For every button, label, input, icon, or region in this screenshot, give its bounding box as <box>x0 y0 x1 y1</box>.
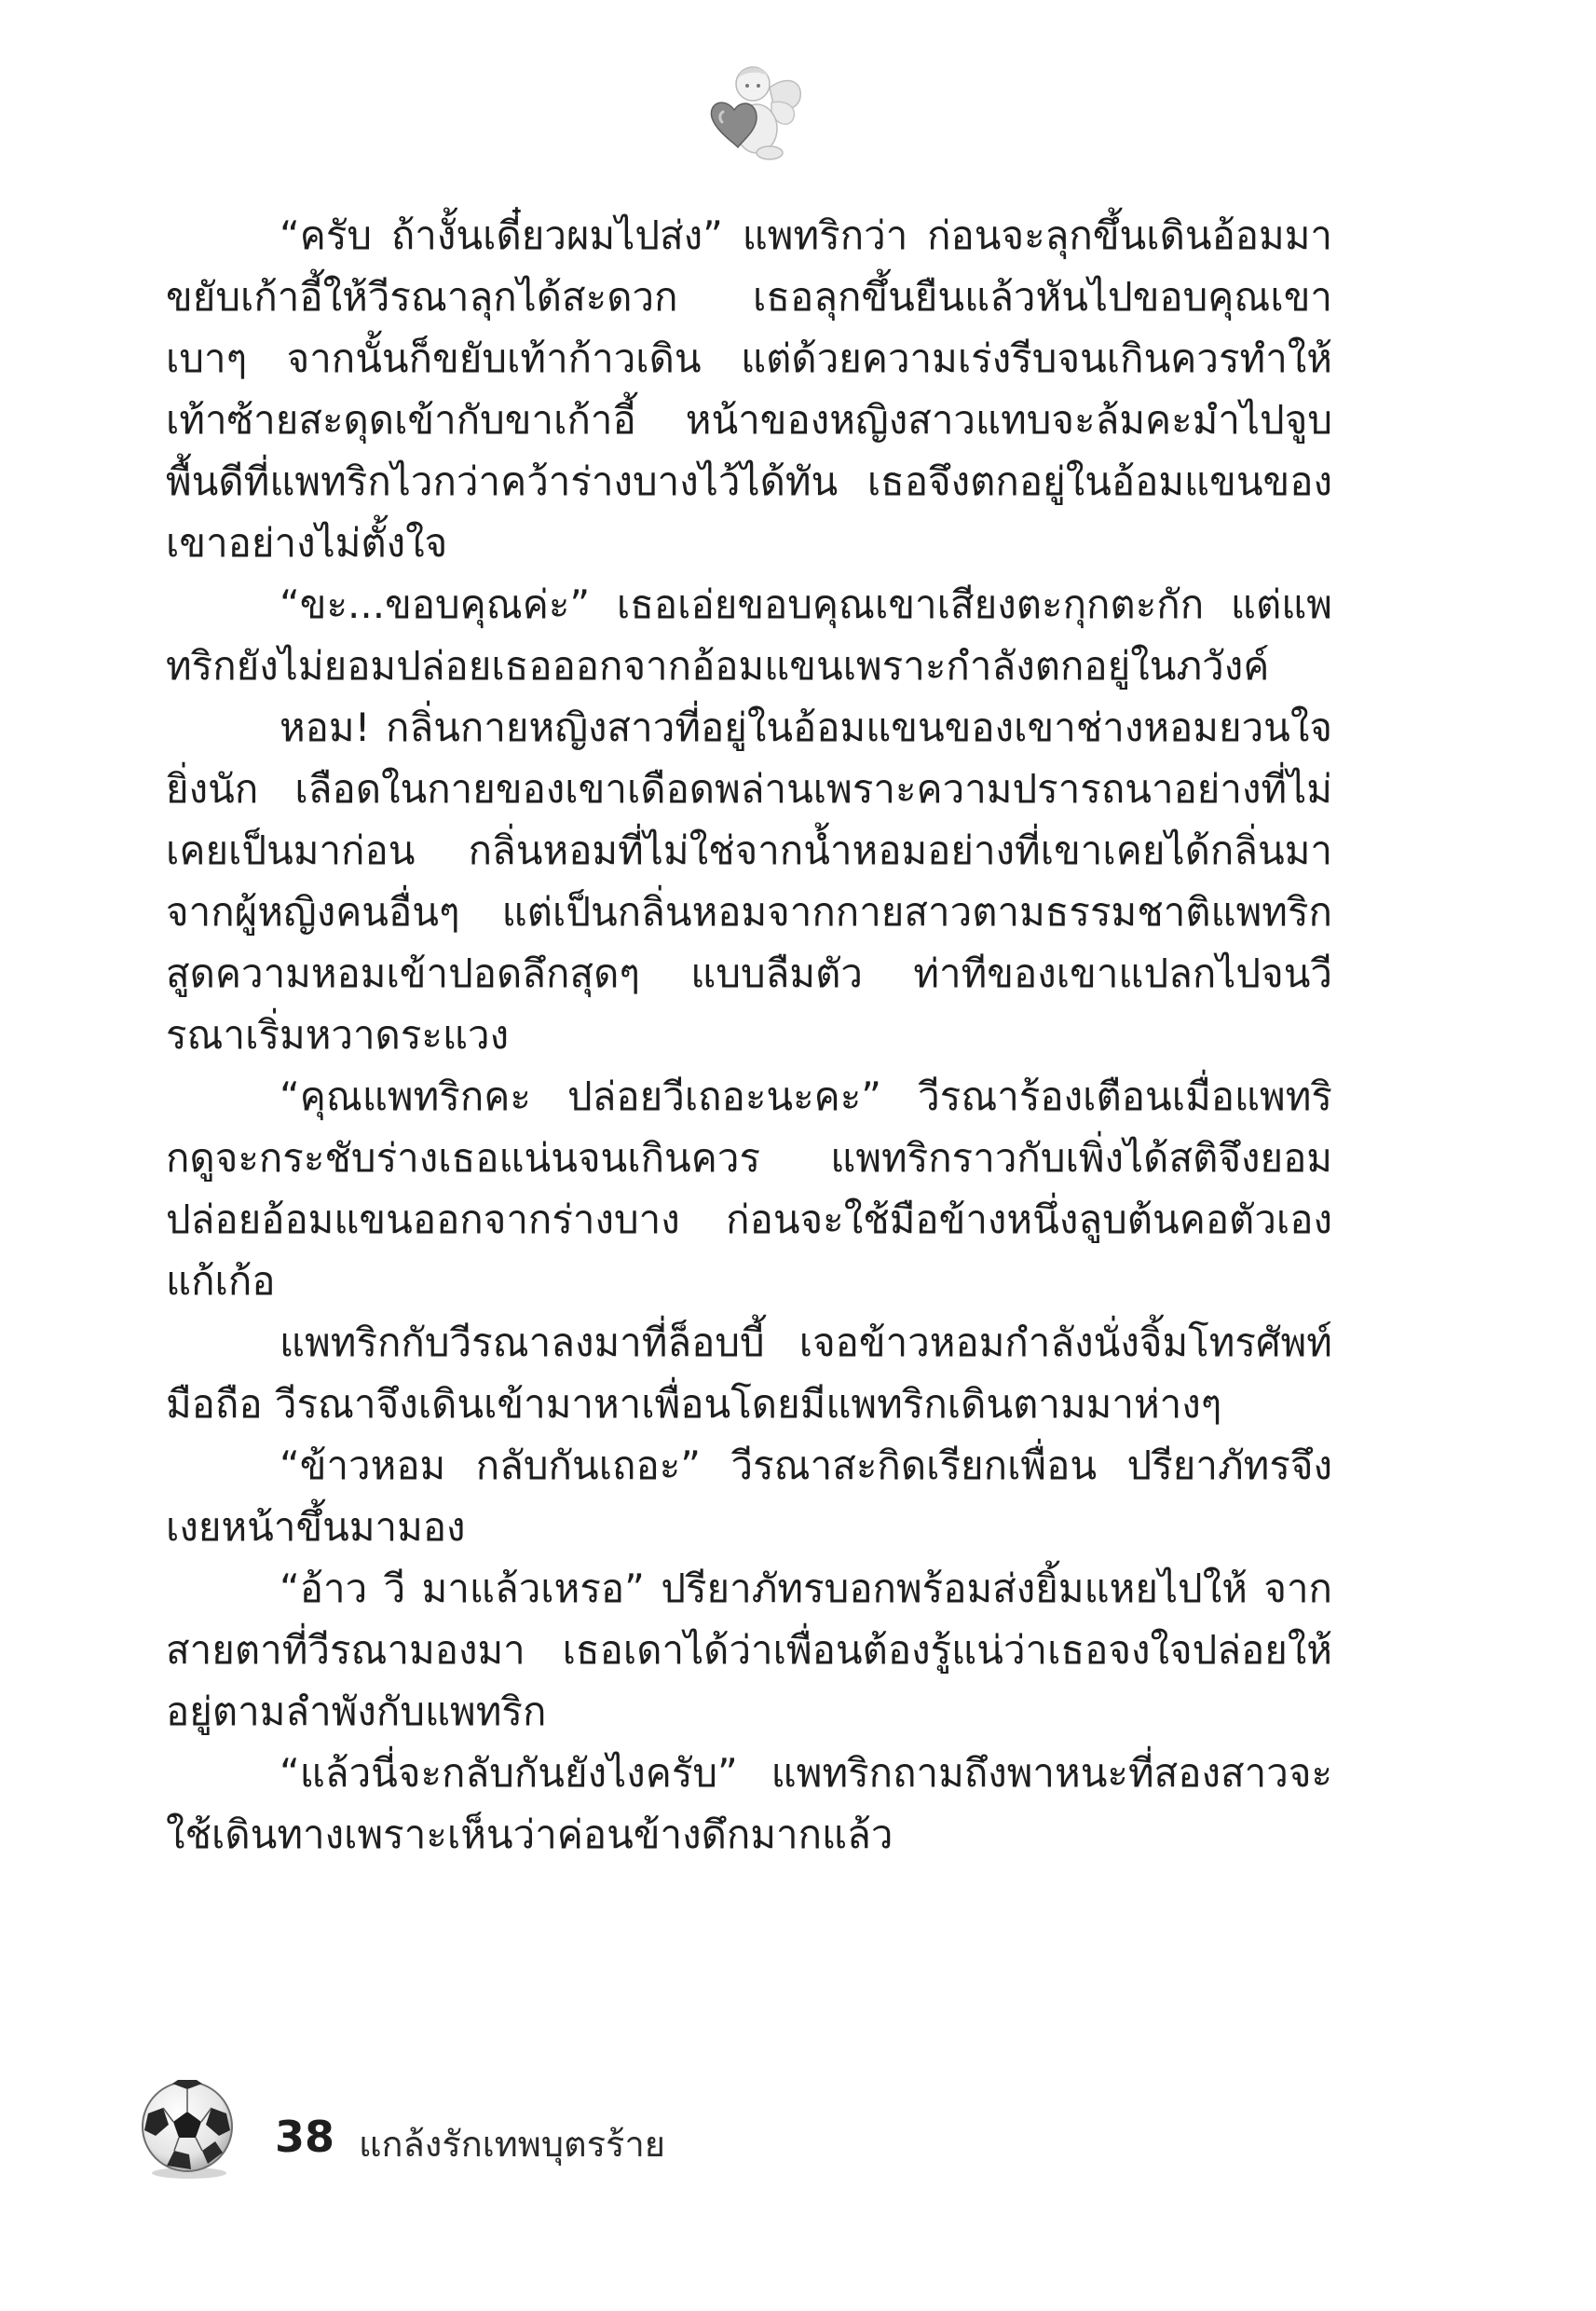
paragraph: “แล้วนี่จะกลับกันยังไงครับ” แพทริกถามถึงพาหนะที่สองสาวจะใช้เดินทางเพราะเห็นว่าค่อนข้างดึกมากแล้ว <box>166 1750 1332 1857</box>
paragraph: “ขะ...ขอบคุณค่ะ” เธอเอ่ยขอบคุณเขาเสียงตะกุกตะกัก แต่แพทริกยังไม่ยอมปล่อยเธอออกจากอ้อมแขนเพราะกำลังตกอยู่ในภวังค์ <box>166 581 1332 689</box>
body-text <box>166 205 1332 1866</box>
paragraph: แพทริกกับวีรณาลงมาที่ล็อบบี้ เจอข้าวหอมกำลังนั่งจิ้มโทรศัพท์มือถือ วีรณาจึงเดินเข้ามาหาเพื่อนโดยมีแพทริกเดินตามมาห่างๆ <box>166 1320 1332 1427</box>
book-title: แกล้งรักเทพบุตรร้าย <box>359 2124 666 2165</box>
soccer-ball-icon <box>135 2076 239 2181</box>
paragraph: หอม! กลิ่นกายหญิงสาวที่อยู่ในอ้อมแขนของเขาช่างหอมยวนใจยิ่งนัก เลือดในกายของเขาเดือดพล่านเพราะความปรารถนาอย่างที่ไม่เคยเป็นมาก่อน กลิ่นหอมที่ไม่ใช่จากน้ำหอมอย่างที่เขาเคยได้กลิ่นมาจากผู้หญิงคนอื่นๆ แต่เป็นกลิ่นหอมจากกายสาวตามธรรมชาติแพทริกสูดความหอมเข้าปอดลึกสุดๆ แบบลืมตัว ท่าทีของเขาแปลกไปจนวีรณาเริ่มหวาดระแวง <box>166 704 1332 1058</box>
page-number: 38 <box>275 2112 335 2162</box>
paragraph: “อ้าว วี มาแล้วเหรอ” ปรียาภัทรบอกพร้อมส่งยิ้มแหยไปให้ จากสายตาที่วีรณามองมา เธอเดาได้ว่าเพื่อนต้องรู้แน่ว่าเธอจงใจปล่อยให้อยู่ตามลำพังกับแพทริก <box>166 1566 1332 1734</box>
page-footer <box>135 2076 787 2197</box>
paragraph: “ข้าวหอม กลับกันเถอะ” วีรณาสะกิดเรียกเพื่อน ปรียาภัทรจึงเงยหน้าขึ้นมามอง <box>166 1443 1332 1550</box>
cupid-with-heart-icon <box>697 56 809 168</box>
paragraph: “ครับ ถ้างั้นเดี๋ยวผมไปส่ง” แพทริกว่า ก่อนจะลุกขึ้นเดินอ้อมมาขยับเก้าอี้ให้วีรณาลุกได้สะดวก เธอลุกขึ้นยืนแล้วหันไปขอบคุณเขาเบาๆ จากนั้นก็ขยับเท้าก้าวเดิน แต่ด้วยความเร่งรีบจนเกินควรทำให้เท้าซ้ายสะดุดเข้ากับขาเก้าอี้ หน้าของหญิงสาวแทบจะล้มคะมำไปจูบพื้นดีที่แพทริกไวกว่าคว้าร่างบางไว้ได้ทัน เธอจึงตกอยู่ในอ้อมแขนของเขาอย่างไม่ตั้งใจ <box>166 212 1332 566</box>
paragraph: “คุณแพทริกคะ ปล่อยวีเถอะนะคะ” วีรณาร้องเตือนเมื่อแพทริกดูจะกระชับร่างเธอแน่นจนเกินควร แพทริกราวกับเพิ่งได้สติจึงยอมปล่อยอ้อมแขนออกจากร่างบาง ก่อนจะใช้มือข้างหนึ่งลูบต้นคอตัวเองแก้เก้อ <box>166 1073 1332 1304</box>
